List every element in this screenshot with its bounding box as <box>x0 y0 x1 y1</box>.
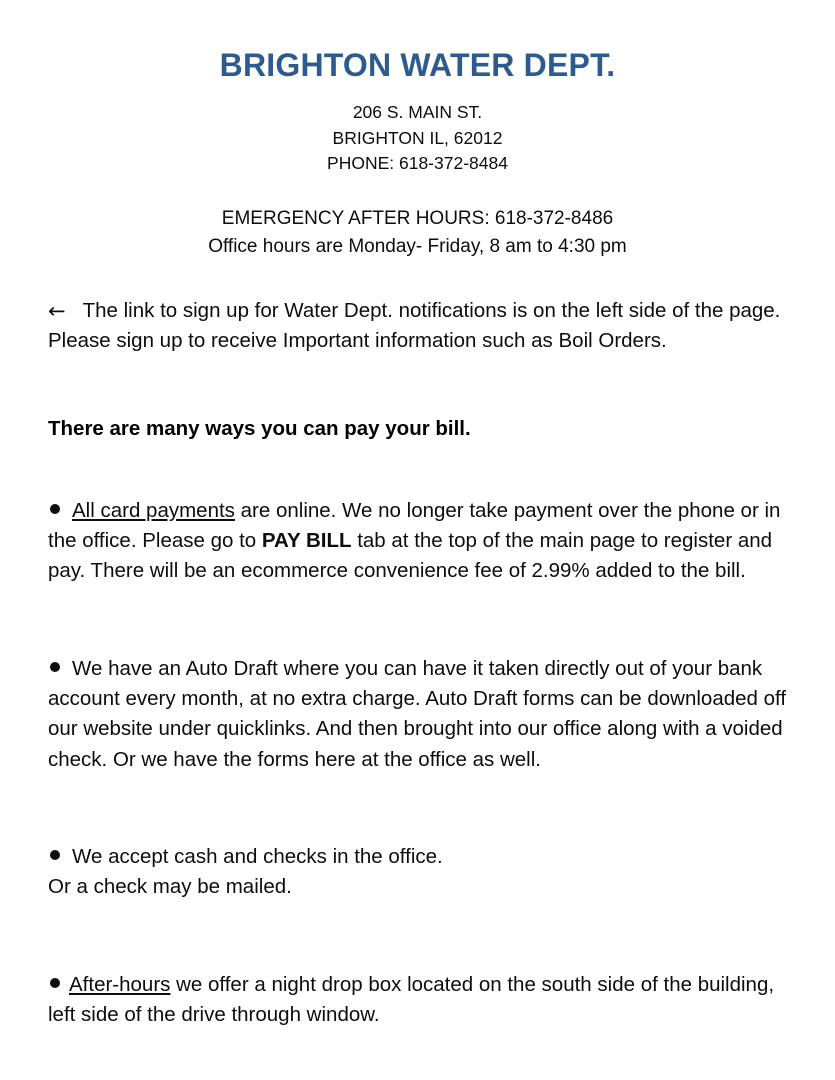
bullet-text-mailed-check: Or a check may be mailed. <box>48 875 292 899</box>
bullet-text-auto-draft: We have an Auto Draft where you can have it taken directly out of your bank account every month, at no extra charge. Auto Draft forms can be downloaded off our website under quicklinks. And then brought into our office along with a voided check. Or we have the forms here at the office as well. <box>48 656 787 771</box>
spacer <box>48 443 787 475</box>
bullet-disc-icon <box>50 662 60 672</box>
spacer <box>48 923 787 949</box>
bullet-disc-icon <box>50 850 60 860</box>
bullet-text-card-payments-a: are online. We no longer take payment over the phone or in the office. Please go to <box>48 498 781 553</box>
bullet-disc-icon <box>50 504 60 514</box>
letterhead <box>0 0 835 262</box>
address-line-city-state-zip: BRIGHTON IL, 62012 <box>332 127 503 148</box>
list-item <box>48 654 787 775</box>
address-line-phone: PHONE: 618-372-8484 <box>327 153 508 174</box>
emergency-after-hours-line: EMERGENCY AFTER HOURS: 618-372-8486 <box>221 207 614 229</box>
office-hours-line: Office hours are Monday- Friday, 8 am to 4:30 pm <box>208 236 627 258</box>
list-item <box>48 496 787 587</box>
spacer <box>48 796 787 822</box>
spacer <box>48 357 787 415</box>
bullet-text-after-hours: we offer a night drop box located on the south side of the building, left side of the drive through window. <box>48 972 775 1027</box>
notifications-paragraph-text: The link to sign up for Water Dept. notifications is on the left side of the page. Please sign up to receive Important information such as Boil Orders. <box>48 298 781 353</box>
page-title: BRIGHTON WATER DEPT. <box>219 47 616 83</box>
bullet-disc-icon <box>50 978 60 988</box>
bullet-text-cash-checks: We accept cash and checks in the office. <box>72 845 443 869</box>
address-block <box>0 100 835 177</box>
address-line-street: 206 S. MAIN ST. <box>352 101 483 122</box>
spacer <box>48 607 787 633</box>
document-body <box>0 296 835 1030</box>
list-item <box>48 970 787 1031</box>
list-item <box>48 842 787 903</box>
notifications-paragraph <box>48 296 787 357</box>
payment-methods-heading: There are many ways you can pay your bill. <box>48 416 471 440</box>
pay-bill-tab-reference: PAY BILL <box>261 529 352 553</box>
left-arrow-icon: ← <box>48 298 66 323</box>
bullet-lead-after-hours: After-hours <box>69 972 171 996</box>
notice-block <box>0 205 835 262</box>
bullet-lead-card-payments: All card payments <box>72 498 235 522</box>
bullet-text-card-payments-b: tab at the top of the main page to register and pay. There will be an ecommerce convenience fee of 2.99% added to the bill. <box>48 529 773 583</box>
